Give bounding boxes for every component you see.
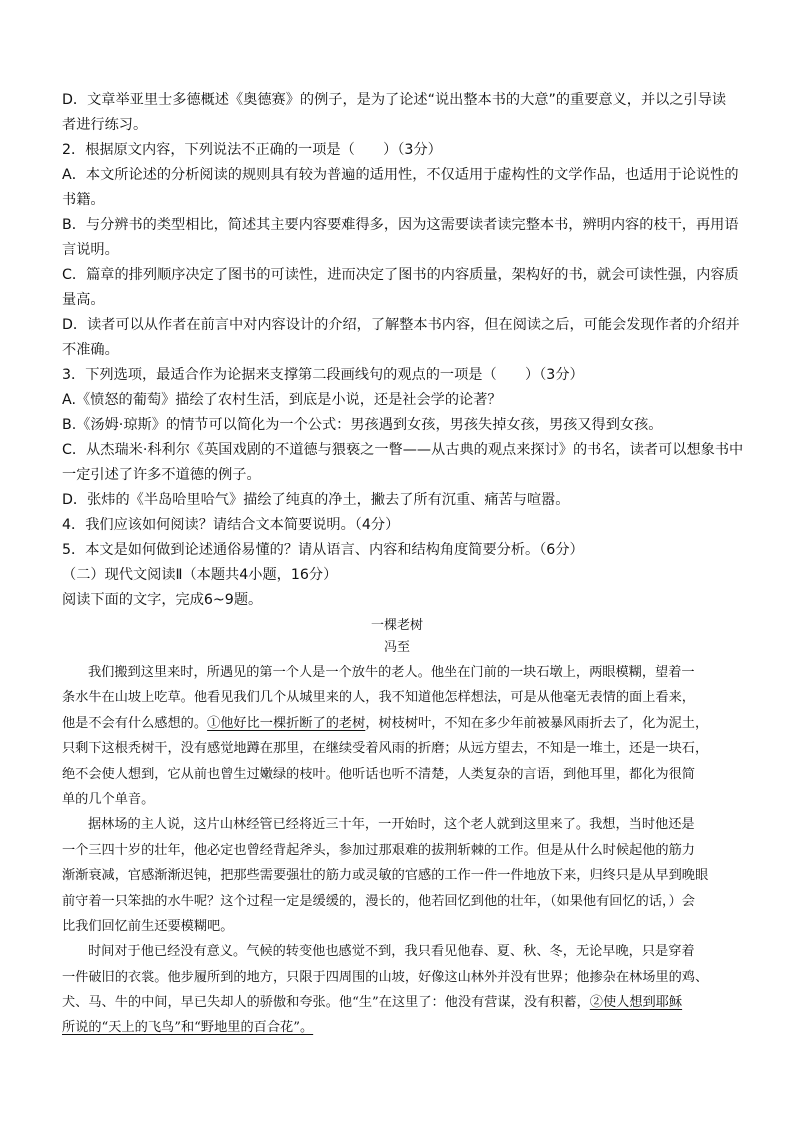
passage-line: 前守着一只笨拙的水牛呢？这个过程一定是缓缓的，漫长的，他若回忆到他的壮年，（如果他有回忆的话，）会 — [62, 893, 695, 909]
question-3: 3．下列选项，最适合作为论据来支撑第二段画线句的观点的一项是（ ）（3分） — [62, 367, 584, 383]
passage-line: 只剩下这根秃树干，没有感觉地蹲在那里，在继续受着风雨的折磨；从远方望去，不知是一堆土，还是一块石， — [62, 741, 709, 757]
passage-line: 比我们回忆前生还要模糊吧。 — [62, 918, 234, 934]
underlined-sentence-1: ①他好比一棵折断了的老树 — [207, 715, 366, 731]
passage-line — [62, 711, 762, 736]
instruction-line: 阅读下面的文字，完成6~9题。 — [62, 592, 263, 608]
underlined-sentence-2: ②使人想到耶稣 — [589, 995, 683, 1011]
question-block — [62, 88, 752, 613]
passage-line: 条水牛在山坡上吃草。他看见我们几个从城里来的人，我不知道他怎样想法，可是从他毫无表情的面上看来， — [62, 690, 695, 706]
passage-title: 一棵老树 — [370, 618, 423, 633]
option-a: A．本文所论述的分析阅读的规则具有较为普遍的适用性，不仅适用于虚构性的文学作品，也适用于论说性的 — [62, 167, 739, 183]
passage-text: ，树枝树叶，不知在多少年前被暴风雨折去了，化为泥土， — [365, 715, 709, 731]
passage-line: 一件破旧的衣裳。他步履所到的地方，只限于四周围的山坡，好像这山林外并没有世界；他掺杂在林场里的鸡、 — [62, 969, 709, 985]
passage-body — [62, 660, 762, 1041]
underlined-sentence-2-cont: 所说的“天上的飞鸟”和“野地里的百合花”。 — [62, 1020, 314, 1036]
question-4: 4．我们应该如何阅读？请结合文本简要说明。（4分） — [62, 517, 400, 533]
text-line: 书籍。 — [62, 192, 105, 208]
passage-line: 一个三四十岁的壮年，他必定也曾经背起斧头，参加过那艰难的拔荆斩棘的工作。但是从什么时候起他的筋力 — [62, 842, 695, 858]
option-c: C．从杰瑞米·科利尔《英国戏剧的不道德与猥亵之一瞥——从古典的观点来探讨》的书名，读者可以想象书中 — [62, 442, 744, 458]
passage-text: 他是不会有什么感想的。 — [62, 715, 208, 731]
text-line: 量高。 — [62, 292, 105, 308]
passage-text: 犬、马、牛的中间，早已失却人的骄傲和夸张。他“生”在这里了：他没有营谋，没有积蓄， — [62, 995, 590, 1011]
passage-line: 渐渐衰减，官感渐渐迟钝，把那些需要强壮的筋力或灵敏的官感的工作一件一件地放下来，归终只是从早到晚眼 — [62, 868, 709, 884]
option-d: D．读者可以从作者在前言中对内容设计的介绍，了解整本书内容，但在阅读之后，可能会发现作者的介绍并 — [62, 317, 740, 333]
passage-line: 据林场的主人说，这片山林经管已经将近三十年，一开始时，这个老人就到这里来了。我想，当时他还是 — [88, 817, 695, 833]
option-b: B.《汤姆·琼斯》的情节可以简化为一个公式：男孩遇到女孩，男孩失掉女孩，男孩又得到女孩。 — [62, 417, 663, 433]
text-line: 不准确。 — [62, 342, 119, 358]
option-c: C．篇章的排列顺序决定了图书的可读性，进而决定了图书的内容质量，架构好的书，就会可读性强，内容质 — [62, 267, 739, 283]
option-b: B．与分辨书的类型相比，简述其主要内容要难得多，因为这需要读者读完整本书，辨明内容的枝干，再用语 — [62, 217, 739, 233]
section-heading: （二）现代文阅读Ⅱ（本题共4小题，16分） — [62, 567, 338, 583]
passage-author: 冯至 — [383, 640, 410, 655]
passage-line — [62, 1015, 762, 1040]
text-line: 一定引述了许多不道德的例子。 — [62, 467, 261, 483]
option-a: A.《愤怒的葡萄》描绘了农村生活，到底是小说，还是社会学的论著？ — [62, 392, 502, 408]
question-2: 2．根据原文内容，下列说法不正确的一项是（ ）（3分） — [62, 142, 442, 158]
question-5: 5．本文是如何做到论述通俗易懂的？请从语言、内容和结构角度简要分析。（6分） — [62, 542, 584, 558]
text-line: 者进行练习。 — [62, 117, 148, 133]
passage-line: 绝不会使人想到，它从前也曾生过嫩绿的枝叶。他听话也听不清楚，人类复杂的言语，到他耳里，都化为很简 — [62, 766, 695, 782]
option-d: D．张炜的《半岛哈里哈气》描绘了纯真的净土，撇去了所有沉重、痛苦与喧嚣。 — [62, 492, 570, 508]
text-line: 言说明。 — [62, 242, 119, 258]
text-line: D．文章举亚里士多德概述《奥德赛》的例子，是为了论述“说出整本书的大意”的重要意义，并以之引导读 — [62, 92, 727, 108]
passage-line — [62, 990, 762, 1015]
passage-line: 我们搬到这里来时，所遇见的第一个人是一个放牛的老人。他坐在门前的一块石墩上，两眼模糊，望着一 — [88, 665, 695, 680]
passage-line: 时间对于他已经没有意义。气候的转变他也感觉不到，我只看见他春、夏、秋、冬，无论早晚，只是穿着 — [88, 944, 695, 960]
passage-line: 单的几个单音。 — [62, 791, 155, 807]
